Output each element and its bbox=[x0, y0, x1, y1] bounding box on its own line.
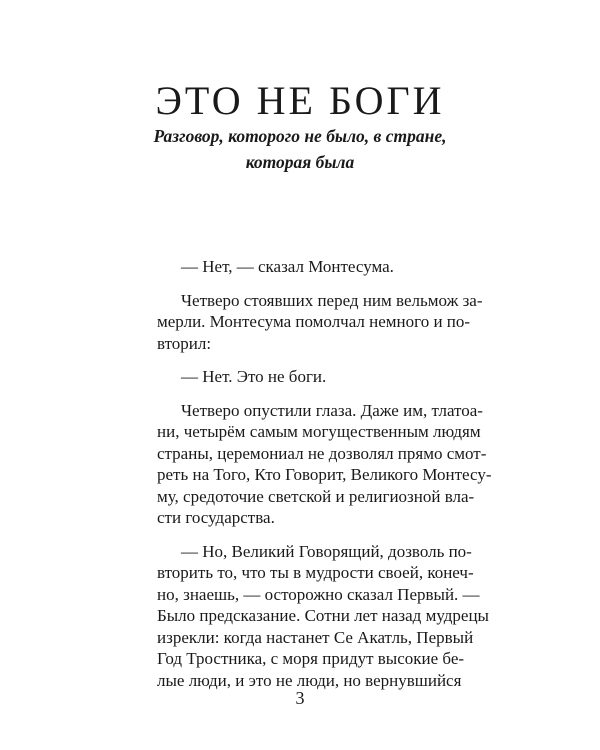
subtitle-line: которая была bbox=[245, 152, 355, 172]
text-line: му, средоточие светской и религиозной вла- bbox=[157, 486, 475, 506]
text-line: — Нет. Это не боги. bbox=[181, 367, 327, 386]
paragraph bbox=[133, 400, 492, 529]
text-line: Четверо стоявших перед ним вельмож за- bbox=[181, 290, 483, 310]
text-line: но, знаешь, — осторожно сказал Первый. — bbox=[157, 584, 480, 604]
paragraph bbox=[133, 366, 458, 388]
text-line: вторил: bbox=[157, 333, 212, 353]
text-line: Четверо опустили глаза. Даже им, тлатоа- bbox=[181, 400, 483, 420]
text-line: сти государства. bbox=[157, 508, 275, 527]
subtitle-line: Разговор, которого не было, в стране, bbox=[153, 126, 447, 146]
paragraph bbox=[133, 256, 458, 278]
text-line: ни, четырём самым могущественным людям bbox=[157, 422, 481, 441]
text-line: изрекли: когда настанет Се Акатль, Первый bbox=[157, 627, 474, 647]
text-line: вторить то, что ты в мудрости своей, конеч- bbox=[157, 563, 474, 582]
text-line: — Нет, — сказал Монтесума. bbox=[181, 257, 394, 276]
text-line: — Но, Великий Говорящий, дозволь по- bbox=[181, 541, 472, 561]
text-line: Год Тростника, с моря придут высокие бе- bbox=[157, 649, 465, 668]
text-line: лые люди, и это не люди, но вернувшийся bbox=[157, 670, 462, 690]
text-line: реть на Того, Кто Говорит, Великого Монтесу- bbox=[157, 465, 492, 484]
chapter-title: ЭТО НЕ БОГИ bbox=[155, 78, 445, 123]
body-text bbox=[133, 256, 492, 703]
paragraph bbox=[133, 290, 483, 355]
text-line: страны, церемониал не дозволял прямо смот- bbox=[157, 443, 487, 463]
page-number: 3 bbox=[295, 688, 305, 708]
text-line: Было предсказание. Сотни лет назад мудрецы bbox=[157, 606, 489, 625]
text-line: мерли. Монтесума помолчал немного и по- bbox=[157, 312, 471, 331]
chapter-subtitle bbox=[0, 123, 600, 175]
paragraph bbox=[133, 541, 489, 692]
